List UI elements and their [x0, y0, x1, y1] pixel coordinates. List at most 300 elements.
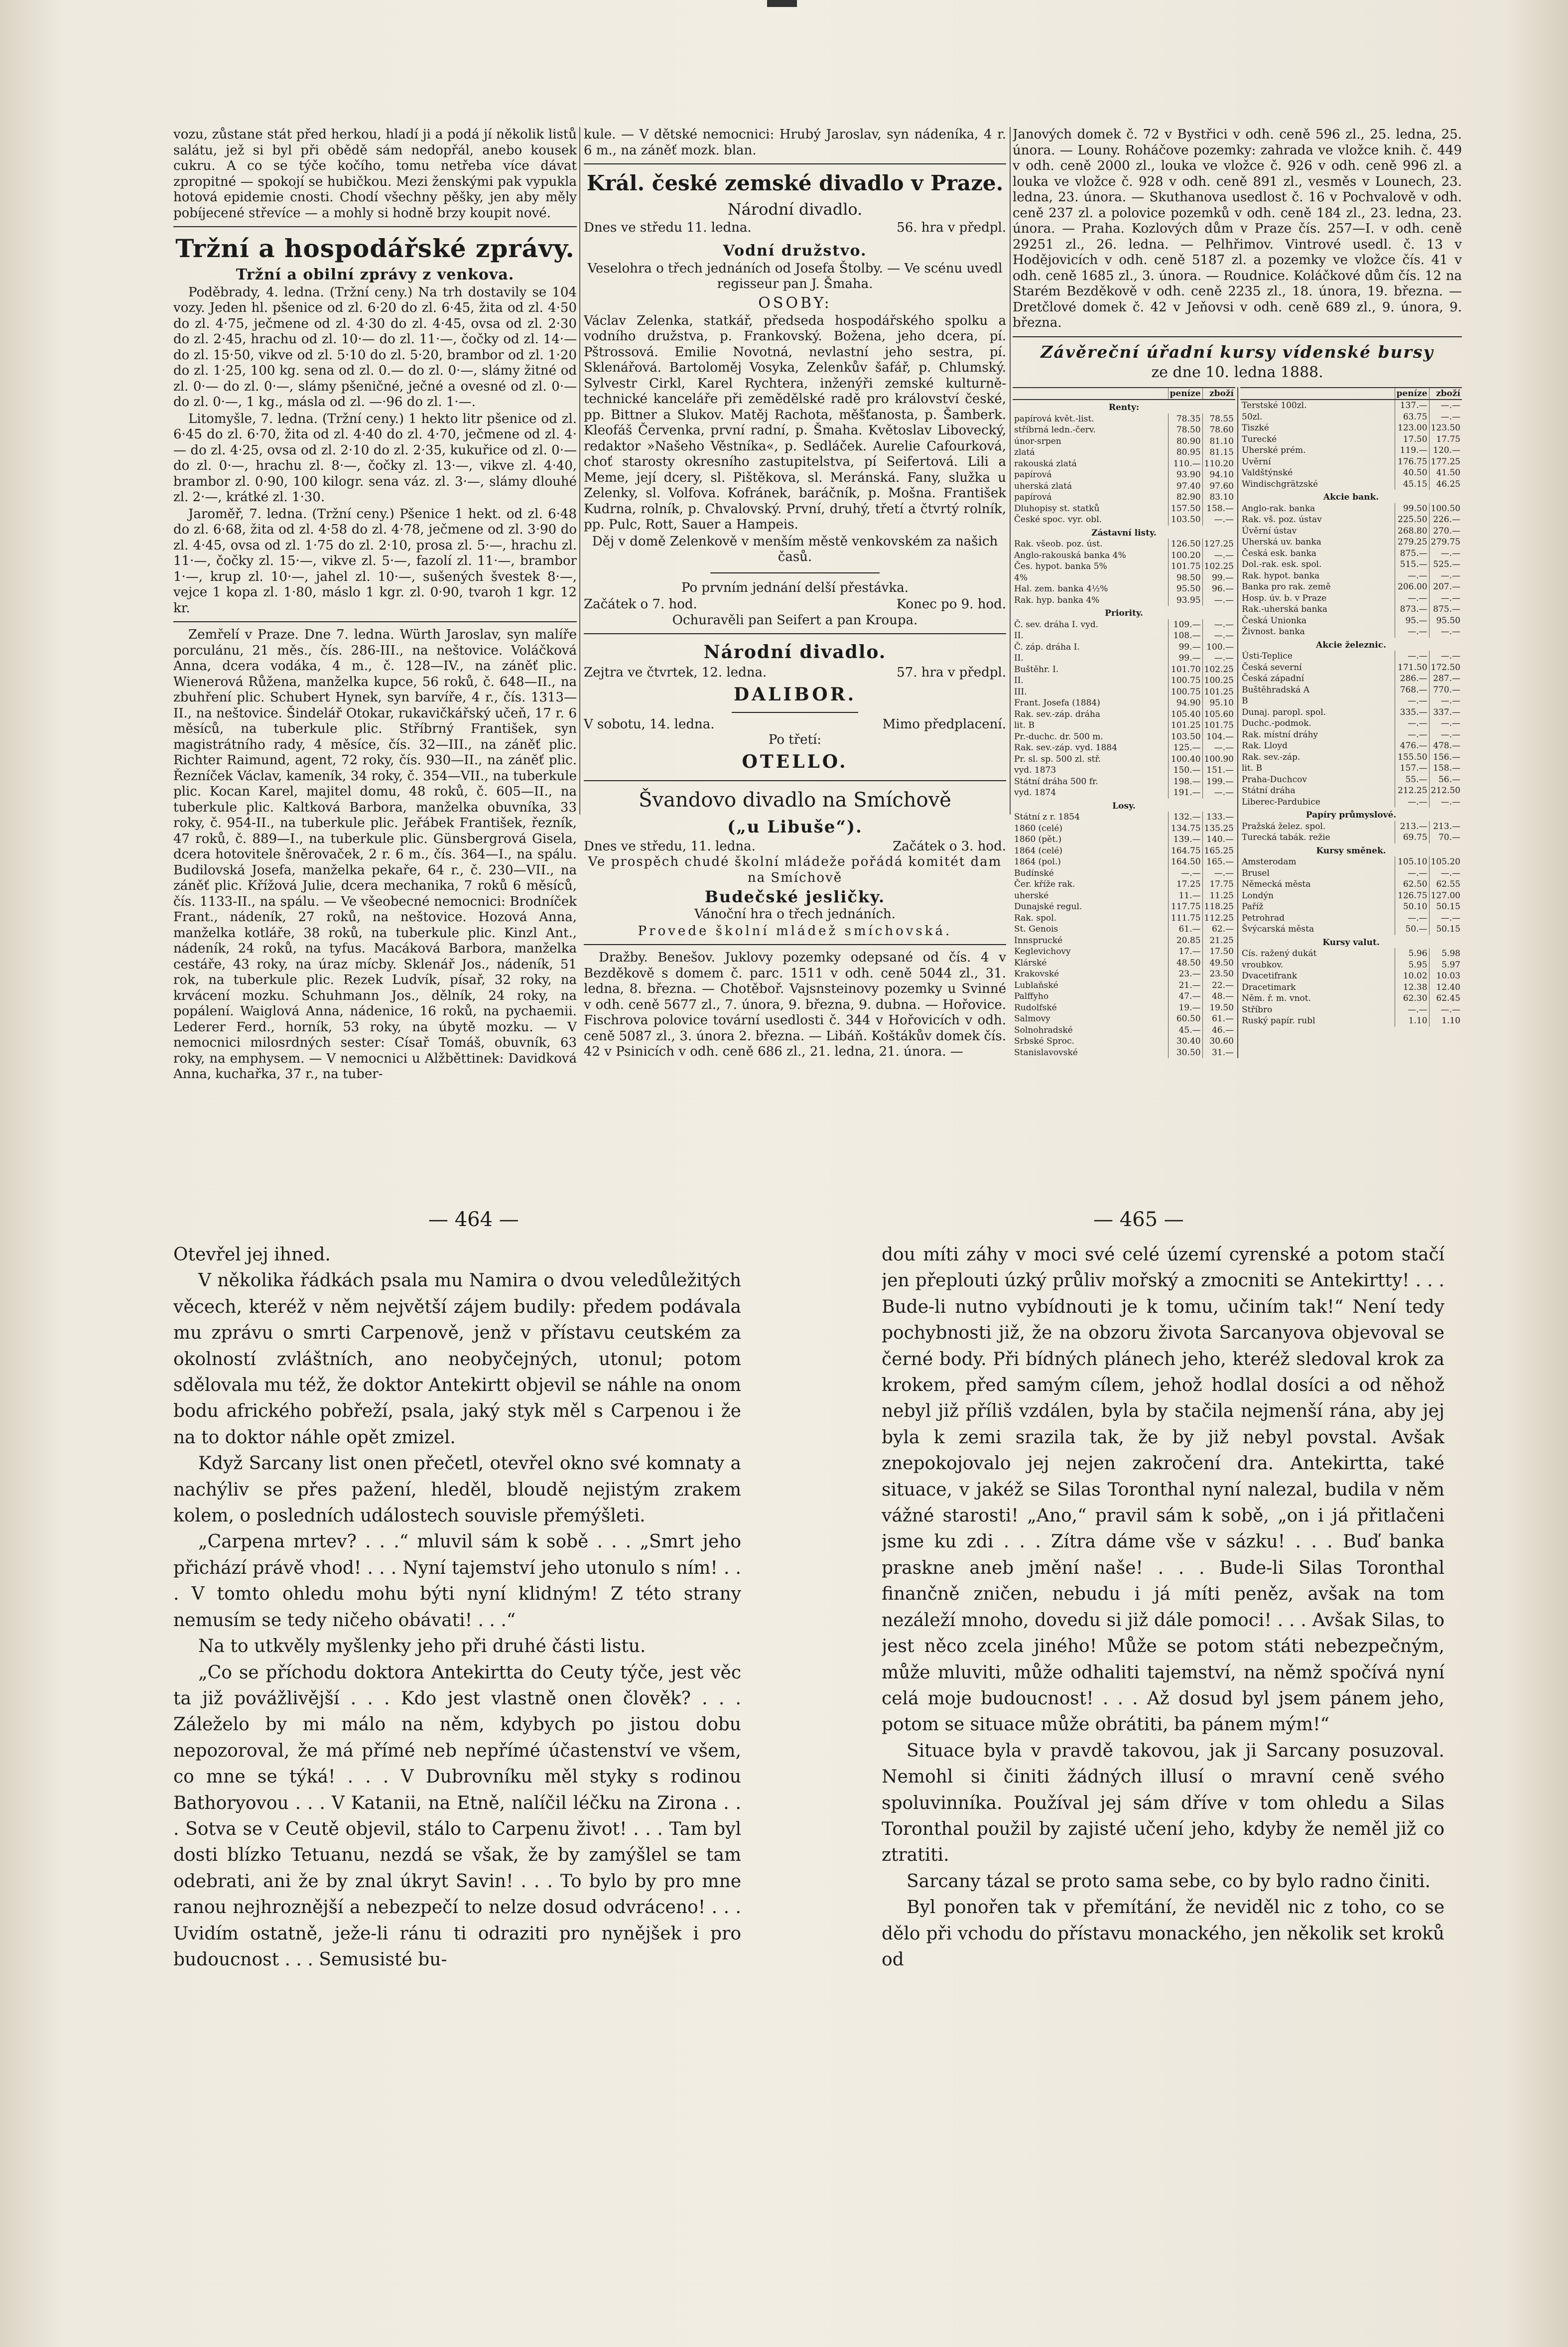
table-row — [1013, 765, 1235, 776]
table-row — [1013, 1013, 1235, 1025]
security-name: vyd. 1874 — [1014, 788, 1056, 798]
table-row — [1240, 913, 1462, 924]
exchange-date: ze dne 10. ledna 1888. — [1151, 363, 1323, 381]
section-title: Zástavní listy. — [1091, 528, 1157, 538]
story-paragraph: dou míti záhy v moci své celé území cyrenské a potom stačí jen přeplouti úzký průliv mořský a zmocniti se Antekirtty! . . . Bude-li nutno vybídnouti je k tomu, učiním tak!“ Není tedy pochybnosti již, že na obzoru života Sarcanyova objevoval se černé body. Při bídných plánech jeho, kteréž sledoval krok za krokem, před samým cílem, jehož hodlal dosíci a od něhož nebyl již příliš vzdálen, byla by stačila nejmenší rána, aby jej byla k zemi srazila tak, že by již nebyl povstal. Avšak znepokojovalo jej nejen zakročení dra. Antekirtta, také situace, v jakéž se Silas Toronthal nyní nalezal, budila v něm vážné starosti! „Ano,“ pravil sám k sobě, „on i já přitlačeni jsme ku zdi . . . Zítra dáme vše v sázku! . . . Buď banka praskne aneb jmění naše! . . . Bude-li Silas Toronthal finančně zničen, nebudu i já míti peněz, avšak na tom nezáleží mnoho, dovedu si již dále pomoci! . . . Avšak Silas, to jest něco zcela jiného! Může se potom státi nebezpečným, může mluviti, může odhaliti tajemství, na němž spočívá nyní celá moje budoucnost! . . . Až dosud byl jsem pánem jeho, potom se situace může obrátiti, ba pánem mým!“ — [882, 1244, 1444, 1735]
table-row — [1240, 970, 1462, 982]
money-price: 11.— — [1168, 890, 1202, 902]
table-row — [1240, 785, 1462, 797]
security-name: Valdštýnské — [1242, 468, 1293, 478]
security-name: Turecké — [1242, 434, 1277, 444]
security-name: Petrohrad — [1242, 913, 1285, 923]
money-price: 20.85 — [1168, 935, 1202, 947]
christmas-play-desc: Vánoční hra o třech jednáních. — [694, 907, 896, 922]
table-row — [1013, 935, 1235, 947]
money-price: 105.40 — [1168, 709, 1202, 720]
table-row — [1013, 550, 1235, 561]
security-name: lit. B — [1242, 763, 1263, 773]
column-rule — [579, 127, 580, 815]
table-row — [1240, 422, 1462, 434]
security-name: Londýn — [1242, 890, 1274, 901]
goods-price: 177.25 — [1429, 456, 1462, 468]
table-section-heading — [1240, 935, 1462, 949]
section-title: Losy. — [1112, 801, 1136, 811]
table-row — [1240, 503, 1462, 515]
money-price: 110.— — [1168, 458, 1202, 470]
table-row — [1013, 787, 1235, 799]
story-paragraph: Byl ponořen tak v přemítání, že neviděl nic z toho, co se dělo při vchodu do přístavu monackého, jen několik set kroků od — [882, 1897, 1444, 1970]
goods-price: 30.60 — [1202, 1036, 1235, 1047]
security-name: Srbské Sproc. — [1014, 1036, 1074, 1046]
table-row — [1240, 774, 1462, 786]
goods-price: 151.— — [1202, 765, 1235, 776]
money-price: 45.15 — [1395, 479, 1429, 490]
table-row — [1013, 481, 1235, 492]
performance-date-row — [584, 220, 1006, 236]
section-title: Akcie bank. — [1323, 492, 1379, 502]
table-row — [1240, 514, 1462, 526]
table-row — [1013, 980, 1235, 991]
money-price: 279.25 — [1395, 537, 1429, 548]
column-rule — [1010, 127, 1011, 815]
security-name: Brusel — [1242, 868, 1270, 878]
svanda-start: Začátek o 3. hod. — [893, 838, 1006, 854]
story-text-left — [173, 1242, 741, 2343]
table-row — [1013, 503, 1235, 515]
money-price: 62.50 — [1395, 879, 1429, 890]
nd-date: Zejtra ve čtvrtek, 12. ledna. — [584, 665, 767, 680]
security-name: Švýcarská města — [1242, 924, 1314, 934]
money-price: —.— — [1168, 868, 1202, 879]
table-row — [1240, 707, 1462, 718]
page-number-right: — 465 — — [1093, 1208, 1184, 1231]
security-name: Hosp. úv. b. v Praze — [1242, 593, 1327, 603]
money-price: 155.50 — [1395, 752, 1429, 763]
security-name: B — [1242, 696, 1248, 706]
money-price: 5.95 — [1395, 960, 1429, 971]
security-name: 50zl. — [1242, 412, 1263, 422]
divider — [732, 712, 858, 713]
money-price: 157.50 — [1168, 503, 1202, 515]
goods-price: 158.— — [1202, 503, 1235, 515]
table-row — [1240, 479, 1462, 490]
money-price: 126.75 — [1395, 890, 1429, 902]
table-row — [1013, 675, 1235, 687]
table-row — [1013, 812, 1235, 823]
goods-price: 95.50 — [1429, 615, 1462, 627]
money-price: 150.— — [1168, 765, 1202, 776]
security-name: Solnohradské — [1014, 1025, 1073, 1035]
table-row — [1013, 414, 1235, 425]
market-report-podebrady: Poděbrady, 4. ledna. (Tržní ceny.) Na trh dostavily se 104 vozy. Jeden hl. pšenice od zl. 6·20 do zl. 6·45, žita od zl. 4·50 do zl. 4·75, ječmene od zl. 4·30 do zl. 4·45, ovsa od zl. 2·30 do zl. 2·45, hrachu od zl. 10·— do zl. 11·—, čočky od zl. 14·— do zl. 15·50, vikve od zl. 5·10 do zl. 5·20, brambor od zl. 1·20 do zl. 1·25, 100 kg. sena od zl. 0.— do zl. 0·—, slámy žitné od zl. 0·— do zl. 0·—, slámy pšeničné, ječné a ovesné od zl. 0·— do zl. 0·—, 1 kg., másla od zl. —·96 do zl. 1·—. — [173, 284, 577, 410]
table-row — [1013, 1036, 1235, 1047]
security-name: Rak. spol. — [1014, 913, 1057, 923]
goods-price: 105.20 — [1429, 856, 1462, 868]
money-price: 213.— — [1395, 821, 1429, 832]
col-header-goods: zboží — [1202, 388, 1235, 400]
table-row — [1240, 797, 1462, 808]
security-name: rakouská zlatá — [1014, 458, 1077, 469]
security-name: Rak. sev.-záp. — [1242, 752, 1301, 762]
goods-price: —.— — [1429, 400, 1462, 412]
table-row — [1013, 642, 1235, 653]
goods-price: 41.50 — [1429, 467, 1462, 479]
money-price: 40.50 — [1395, 467, 1429, 479]
saturday-date: V sobotu, 14. ledna. — [584, 716, 715, 732]
goods-price: 135.25 — [1202, 823, 1235, 834]
goods-price: 118.25 — [1202, 901, 1235, 913]
goods-price: —.— — [1429, 593, 1462, 604]
money-price: —.— — [1395, 718, 1429, 729]
table-row — [1240, 626, 1462, 638]
money-price: —.— — [1395, 570, 1429, 582]
security-name: II. — [1014, 631, 1024, 641]
table-row — [1013, 1002, 1235, 1014]
security-name: Banka pro rak. země — [1242, 582, 1331, 592]
money-price: —.— — [1395, 626, 1429, 638]
table-row — [1240, 445, 1462, 456]
table-row — [1013, 447, 1235, 458]
table-row — [1013, 653, 1235, 664]
table-section-heading — [1013, 799, 1235, 812]
money-price: 286.— — [1395, 673, 1429, 685]
theatre-subtitle: Národní divadlo. — [727, 200, 863, 219]
table-row — [1240, 948, 1462, 960]
section-title-market: Tržní a hospodářské zprávy. — [175, 234, 575, 263]
security-name: Budínské — [1014, 868, 1054, 878]
col-header-money: peníze — [1168, 388, 1202, 400]
money-price: 875.— — [1395, 548, 1429, 559]
table-row — [1240, 879, 1462, 890]
section-title: Kursy směnek. — [1316, 845, 1386, 856]
security-name: Duchc.-podmok. — [1242, 718, 1311, 728]
exchange-title: Závěreční úřadní kursy vídenské bursy — [1041, 342, 1434, 362]
security-name: papírová — [1014, 492, 1052, 502]
security-name: České spoc. vyr. obl. — [1014, 515, 1102, 525]
table-row — [1013, 913, 1235, 924]
money-price: 30.50 — [1168, 1047, 1202, 1059]
auctions: Dražby. Benešov. Juklovy pozemky odepsané od čís. 4 v Bezděkově s domem č. parc. 1511 v odh. ceně 5044 zl., 31. ledna, 8. března. — Chotěboř. Vajsnsteinovy pozemky u Svinné v odh. ceně 5677 zl., 7. února, 9. března, 9. dubna. — Hořovice. Fischrova polovice tovární usedlosti č. 344 v Hořovicích v odh. ceně 5087 zl., 3. února 2. března. — Libáň. Koštákův domek čís. 42 v Psinicích v odh. ceně 686 zl., 21. ledna, 21. února. — — [584, 950, 1006, 1059]
table-section-heading — [1240, 490, 1462, 503]
table-row — [1013, 856, 1235, 868]
market-report-jaromer: Jaroměř, 7. ledna. (Tržní ceny.) Pšenice 1 hekt. od zl. 6·48 do zl. 6·68, žita od zl. 4·58 do zl. 4·78, ječmene od zl. 3·90 do zl. 4·45, ovsa od zl. 1·75 do zl. 2·10, prosa zl. 5·—, hrachu zl. 11·—, čočky zl. 15·—, vikve zl. 5·—, fazolí zl. 11·—, brambor 1·—, krup zl. 10·—, jahel zl. 10·—, sušených švestek 8·—, vejce 1 kopa zl. 1·80, máslo 1 kgr. zl. 0·90, tvaroh 1 kgr. 12 kr. — [173, 506, 577, 616]
money-price: 157.— — [1395, 763, 1429, 774]
money-price: 1.10 — [1395, 1015, 1429, 1027]
goods-price: 21.25 — [1202, 935, 1235, 947]
table-row — [1240, 1015, 1462, 1027]
money-price: 117.75 — [1168, 901, 1202, 913]
security-name: 4% — [1014, 572, 1028, 583]
money-price: 101.75 — [1168, 561, 1202, 572]
story-paragraph: Na to utkvěly myšlenky jeho při druhé části listu. — [198, 1636, 646, 1657]
goods-price: 99.— — [1202, 572, 1235, 584]
goods-price: 12.40 — [1429, 982, 1462, 993]
table-row — [1013, 834, 1235, 845]
goods-price: 94.10 — [1202, 469, 1235, 481]
money-price: 108.— — [1168, 630, 1202, 642]
money-price: 5.96 — [1395, 948, 1429, 960]
money-price: 206.00 — [1395, 581, 1429, 593]
table-row — [1240, 901, 1462, 913]
table-row — [1013, 630, 1235, 642]
saturday-note: Mimo předplacení. — [882, 716, 1006, 732]
money-price: 515.— — [1395, 559, 1429, 570]
table-row — [1240, 559, 1462, 570]
table-row — [1013, 720, 1235, 731]
security-name: Úvěrní ústav — [1242, 526, 1297, 536]
table-row — [1013, 619, 1235, 631]
security-name: Dunaj. paropl. spol. — [1242, 707, 1326, 717]
security-name: Rak. hyp. banka 4% — [1014, 595, 1100, 605]
money-price: 78.50 — [1168, 424, 1202, 436]
security-name: Dvacetifrank — [1242, 971, 1298, 981]
market-report-litomysl: Litomyšle, 7. ledna. (Tržní ceny.) 1 hekto litr pšenice od zl. 6·45 do zl. 6·70, žita od zl. 4·40 do zl. 4·70, ječmene od zl. 4·— do zl. 4·25, ovsa od zl. 2·10 do zl. 2·35, kukuřice od zl. 0·— do zl. 0·—, hrachu zl. 8·—, čočky zl. 13·—, vikve zl. 4·40, brambor zl. 0·90, 100 kilogr. sena váz. zl. 3·—, slámy dlouhé zl. 2·—, krátké zl. 1·30. — [173, 411, 577, 505]
security-name: II. — [1014, 676, 1024, 686]
security-name: Česká západní — [1242, 674, 1305, 684]
money-price: 873.— — [1395, 604, 1429, 615]
goods-price: 48.— — [1202, 991, 1235, 1002]
security-name: Česká severní — [1242, 662, 1302, 673]
story-paragraph: Otevřel jej ihned. — [173, 1244, 331, 1265]
security-name: uherská zlatá — [1014, 481, 1072, 491]
money-price: 100.75 — [1168, 675, 1202, 687]
money-price: 95.50 — [1168, 583, 1202, 595]
goods-price: 104.— — [1202, 731, 1235, 743]
security-name: Č. záp. dráha I. — [1014, 642, 1080, 652]
svanda-date: Dnes ve středu, 11. ledna. — [584, 838, 756, 854]
security-name: Terstské 100zl. — [1242, 401, 1307, 411]
charity-note: Ve prospěch chudé školní mládeže pořádá komitét dam na Smíchově — [588, 854, 1002, 885]
money-price: 50.10 — [1395, 901, 1429, 913]
table-row — [1240, 467, 1462, 479]
money-price: 100.40 — [1168, 754, 1202, 765]
goods-price: 165.— — [1202, 856, 1235, 868]
security-name: Tiszké — [1242, 423, 1269, 433]
goods-price: —.— — [1429, 797, 1462, 808]
deaths-continued: kule. — V dětské nemocnici: Hrubý Jaroslav, syn nádeníka, 4 r. 6 m., na záněť mozk. blan. — [584, 127, 1006, 158]
security-name: Rak. Lloyd — [1242, 741, 1288, 751]
security-name: Praha-Duchcov — [1242, 774, 1307, 785]
security-name: Uherské prém. — [1242, 445, 1306, 455]
goods-price: 213.— — [1429, 821, 1462, 832]
security-name: Německá města — [1242, 879, 1311, 889]
table-row — [1240, 581, 1462, 593]
money-price: 23.— — [1168, 968, 1202, 980]
money-price: 476.— — [1395, 740, 1429, 752]
table-row — [1013, 1047, 1235, 1059]
table-row — [1240, 570, 1462, 582]
table-row — [1013, 731, 1235, 743]
money-price: 93.90 — [1168, 469, 1202, 481]
security-name: Pr. sl. sp. 500 zl. stř. — [1014, 754, 1101, 764]
table-row — [1013, 595, 1235, 606]
table-row — [1240, 537, 1462, 548]
money-price: 109.— — [1168, 619, 1202, 631]
svanda-theatre-subtitle: („u Libuše“). — [727, 817, 863, 837]
section-title: Papíry průmyslové. — [1306, 810, 1397, 820]
table-row — [1240, 651, 1462, 662]
goods-price: 270.— — [1429, 526, 1462, 537]
scene-note: Děj v domě Zelenkově v menším městě venkovském za našich časů. — [592, 534, 998, 564]
money-price: 94.90 — [1168, 697, 1202, 709]
goods-price: 110.20 — [1202, 458, 1235, 470]
nd-date-row — [584, 665, 1006, 681]
goods-price: 62.45 — [1429, 993, 1462, 1004]
table-row — [1240, 695, 1462, 707]
goods-price: —.— — [1202, 595, 1235, 606]
security-name: Windischgrätzské — [1242, 479, 1318, 489]
money-price: 99.50 — [1395, 503, 1429, 515]
goods-price: 50.15 — [1429, 901, 1462, 913]
security-name: 1864 (celé) — [1014, 845, 1063, 856]
security-name: Rak. všeob. poz. úst. — [1014, 539, 1103, 549]
section-title: Kursy valut. — [1322, 937, 1380, 948]
money-price: 93.95 — [1168, 595, 1202, 606]
money-price: 100.20 — [1168, 550, 1202, 561]
table-row — [1013, 709, 1235, 720]
money-price: 78.35 — [1168, 414, 1202, 425]
money-price: 123.00 — [1395, 422, 1429, 434]
goods-price: 127.00 — [1429, 890, 1462, 902]
goods-price: 62.— — [1202, 924, 1235, 935]
divider — [710, 572, 879, 573]
security-name: Rak. hypot. banka — [1242, 570, 1320, 581]
goods-price: —.— — [1202, 550, 1235, 561]
money-price: 176.75 — [1395, 456, 1429, 468]
money-price: 69.75 — [1395, 832, 1429, 843]
table-row — [1240, 868, 1462, 879]
money-price: —.— — [1395, 1004, 1429, 1016]
money-price: 21.— — [1168, 980, 1202, 991]
money-price: 111.75 — [1168, 913, 1202, 924]
security-name: Dunajské regul. — [1014, 902, 1082, 912]
section-title: Priority. — [1105, 608, 1143, 618]
money-price: 99.— — [1168, 653, 1202, 664]
security-name: Státní dráha 500 fr. — [1014, 776, 1098, 787]
goods-price: 165.25 — [1202, 845, 1235, 857]
goods-price: 1.10 — [1429, 1015, 1462, 1027]
section-title: Akcie železnic. — [1316, 640, 1386, 650]
money-price: 48.50 — [1168, 958, 1202, 969]
goods-price: 10.03 — [1429, 970, 1462, 982]
security-name: Turecká tabák. režie — [1242, 832, 1330, 842]
table-row — [1240, 763, 1462, 774]
security-name: Paříž — [1242, 902, 1264, 912]
table-row — [1240, 548, 1462, 559]
table-row — [1240, 604, 1462, 615]
goods-price: 5.98 — [1429, 948, 1462, 960]
goods-price: 19.50 — [1202, 1002, 1235, 1014]
goods-price: 100.90 — [1202, 754, 1235, 765]
divider — [173, 621, 577, 622]
money-price: —.— — [1395, 797, 1429, 808]
goods-price: 95.10 — [1202, 697, 1235, 709]
story-paragraph: Když Sarcany list onen přečetl, otevřel okno své komnaty a nachýliv se přes pažení, hleděl, bloudě nejistým zrakem kolem, o posledních událostech souvisle přemýšleti. — [173, 1453, 741, 1526]
goods-price: 102.25 — [1202, 561, 1235, 572]
table-row — [1240, 993, 1462, 1004]
security-name: Frant. Josefa (1884) — [1014, 698, 1100, 708]
security-name: únor-srpen — [1014, 436, 1061, 446]
table-row — [1240, 685, 1462, 696]
goods-price: 212.50 — [1429, 785, 1462, 797]
auctions-continued: Janových domek č. 72 v Bystřici v odh. ceně 596 zl., 25. ledna, 25. února. — Louny. Roháčove pozemky: zahrada ve vložce knih. č. 449 v odh. ceně 2000 zl., louka ve vložce č. 926 v odh. ceně 996 zl. a louka ve vložce č. 928 v odh. ceně 891 zl., vesměs v Lounech, 23. ledna, 23. února. — Skuthanova usedlost č. 16 v Pochvalově v odh. ceně 237 zl. a polovice pozemků v odh. ceně 184 zl., 23. ledna, 23. února. — Praha. Kozlových dům v Praze čís. 257—I. v odh. ceně 29251 zl., 26. ledna. — Pelhřimov. Vintrové usedl. č. 13 v Hodějovicích v odh. ceně 5187 zl. a pozemky ve vložce čís. 41 v odh. ceně 1685 zl., 3. února. — Roudnice. Koláčkové dům čís. 12 na Starém Bezděkově v odh. ceně 2235 zl., 18. února, 19. března. — Dretčlové domek č. 42 v Jeňovsi v odh. ceně 689 zl., 9. února, 9. března. — [1013, 127, 1462, 330]
goods-price: 17.50 — [1202, 946, 1235, 958]
goods-price: —.— — [1429, 913, 1462, 924]
security-name: Ústi-Teplice — [1242, 651, 1293, 661]
table-row — [1240, 832, 1462, 843]
goods-price: —.— — [1429, 1004, 1462, 1016]
money-price: 17.25 — [1168, 879, 1202, 890]
goods-price: 127.25 — [1202, 539, 1235, 550]
performance-date: Dnes ve středu 11. ledna. — [584, 220, 752, 235]
goods-price: —.— — [1202, 868, 1235, 879]
goods-price: 100.25 — [1202, 675, 1235, 687]
play-description: Veselohra o třech jednáních od Josefa Štolby. — Ve scénu uvedl regisseur pan J. Šmaha. — [587, 261, 1003, 291]
money-price: 198.— — [1168, 776, 1202, 788]
col-header-money: peníze — [1395, 388, 1429, 400]
money-price: 103.50 — [1168, 731, 1202, 743]
goods-price: 78.60 — [1202, 424, 1235, 436]
table-row — [1013, 514, 1235, 526]
table-row — [1013, 697, 1235, 709]
money-price: 164.75 — [1168, 845, 1202, 857]
goods-price: 70.— — [1429, 832, 1462, 843]
money-price: 101.70 — [1168, 664, 1202, 676]
christmas-play-title: Budečské jesličky. — [704, 887, 886, 906]
table-row — [1013, 946, 1235, 958]
start-time: Začátek o 7. hod. — [584, 597, 697, 612]
goods-price: —.— — [1429, 695, 1462, 707]
money-price: 99.— — [1168, 642, 1202, 653]
story-paragraph: V několika řádkách psala mu Namira o dvou veledůležitých věcech, kteréž v něm největší zájem budily: předem podávala mu zprávu o smrti Carpenově, jenž v přístavu ceutském za okolností zvláštních, ano neobyčejných, utonul; potom sdělovala mu též, že doktor Antekirtt objevil se náhle na onom bodu afrického pobřeží, psala, jaký styk měl s Carpenou i že na to doktor náhle opět zmizel. — [173, 1270, 741, 1448]
money-price: 768.— — [1395, 685, 1429, 696]
money-price: —.— — [1395, 913, 1429, 924]
money-price: 101.25 — [1168, 720, 1202, 731]
goods-price: —.— — [1429, 548, 1462, 559]
goods-price: —.— — [1202, 787, 1235, 799]
money-price: 17.50 — [1395, 434, 1429, 445]
table-row — [1013, 1025, 1235, 1036]
goods-price: 133.— — [1202, 812, 1235, 823]
table-row — [1240, 821, 1462, 832]
security-name: Živnost. banka — [1242, 627, 1305, 637]
goods-price: 11.25 — [1202, 890, 1235, 902]
goods-price: 5.97 — [1429, 960, 1462, 971]
money-price: 212.25 — [1395, 785, 1429, 797]
money-price: 61.— — [1168, 924, 1202, 935]
table-row — [1013, 991, 1235, 1002]
goods-price: —.— — [1202, 514, 1235, 526]
story-paragraph: Situace byla v pravdě takovou, jak ji Sarcany posuzoval. Nemohl si činiti žádných illusí o mravní ceně svého spoluvinníka. Používal jej sám dříve v tom ohledu a Silas Toronthal použil by zajisté učení jeho, kdyby že neměl již co ztratiti. — [882, 1740, 1444, 1866]
security-name: lit. B — [1014, 720, 1035, 730]
goods-price: 158.— — [1429, 763, 1462, 774]
security-name: Stříbro — [1242, 1004, 1273, 1015]
security-name: Uvěrní — [1242, 456, 1271, 467]
story-text-right — [882, 1242, 1444, 2343]
table-row — [1013, 458, 1235, 470]
security-name: vroubkov. — [1242, 960, 1284, 970]
security-name: Čer. kříže rak. — [1014, 879, 1075, 889]
goods-price: 100.— — [1202, 642, 1235, 653]
table-row — [1240, 1004, 1462, 1016]
story-paragraph: Sarcany tázal se proto sama sebe, co by bylo radno činiti. — [907, 1871, 1431, 1892]
security-name: 1860 (celé) — [1014, 823, 1063, 833]
table-section-heading — [1013, 400, 1235, 414]
goods-price: —.— — [1429, 718, 1462, 729]
goods-price: 478.— — [1429, 740, 1462, 752]
security-name: Rak. sev.-záp. dráha — [1014, 709, 1100, 719]
money-price: 98.50 — [1168, 572, 1202, 584]
